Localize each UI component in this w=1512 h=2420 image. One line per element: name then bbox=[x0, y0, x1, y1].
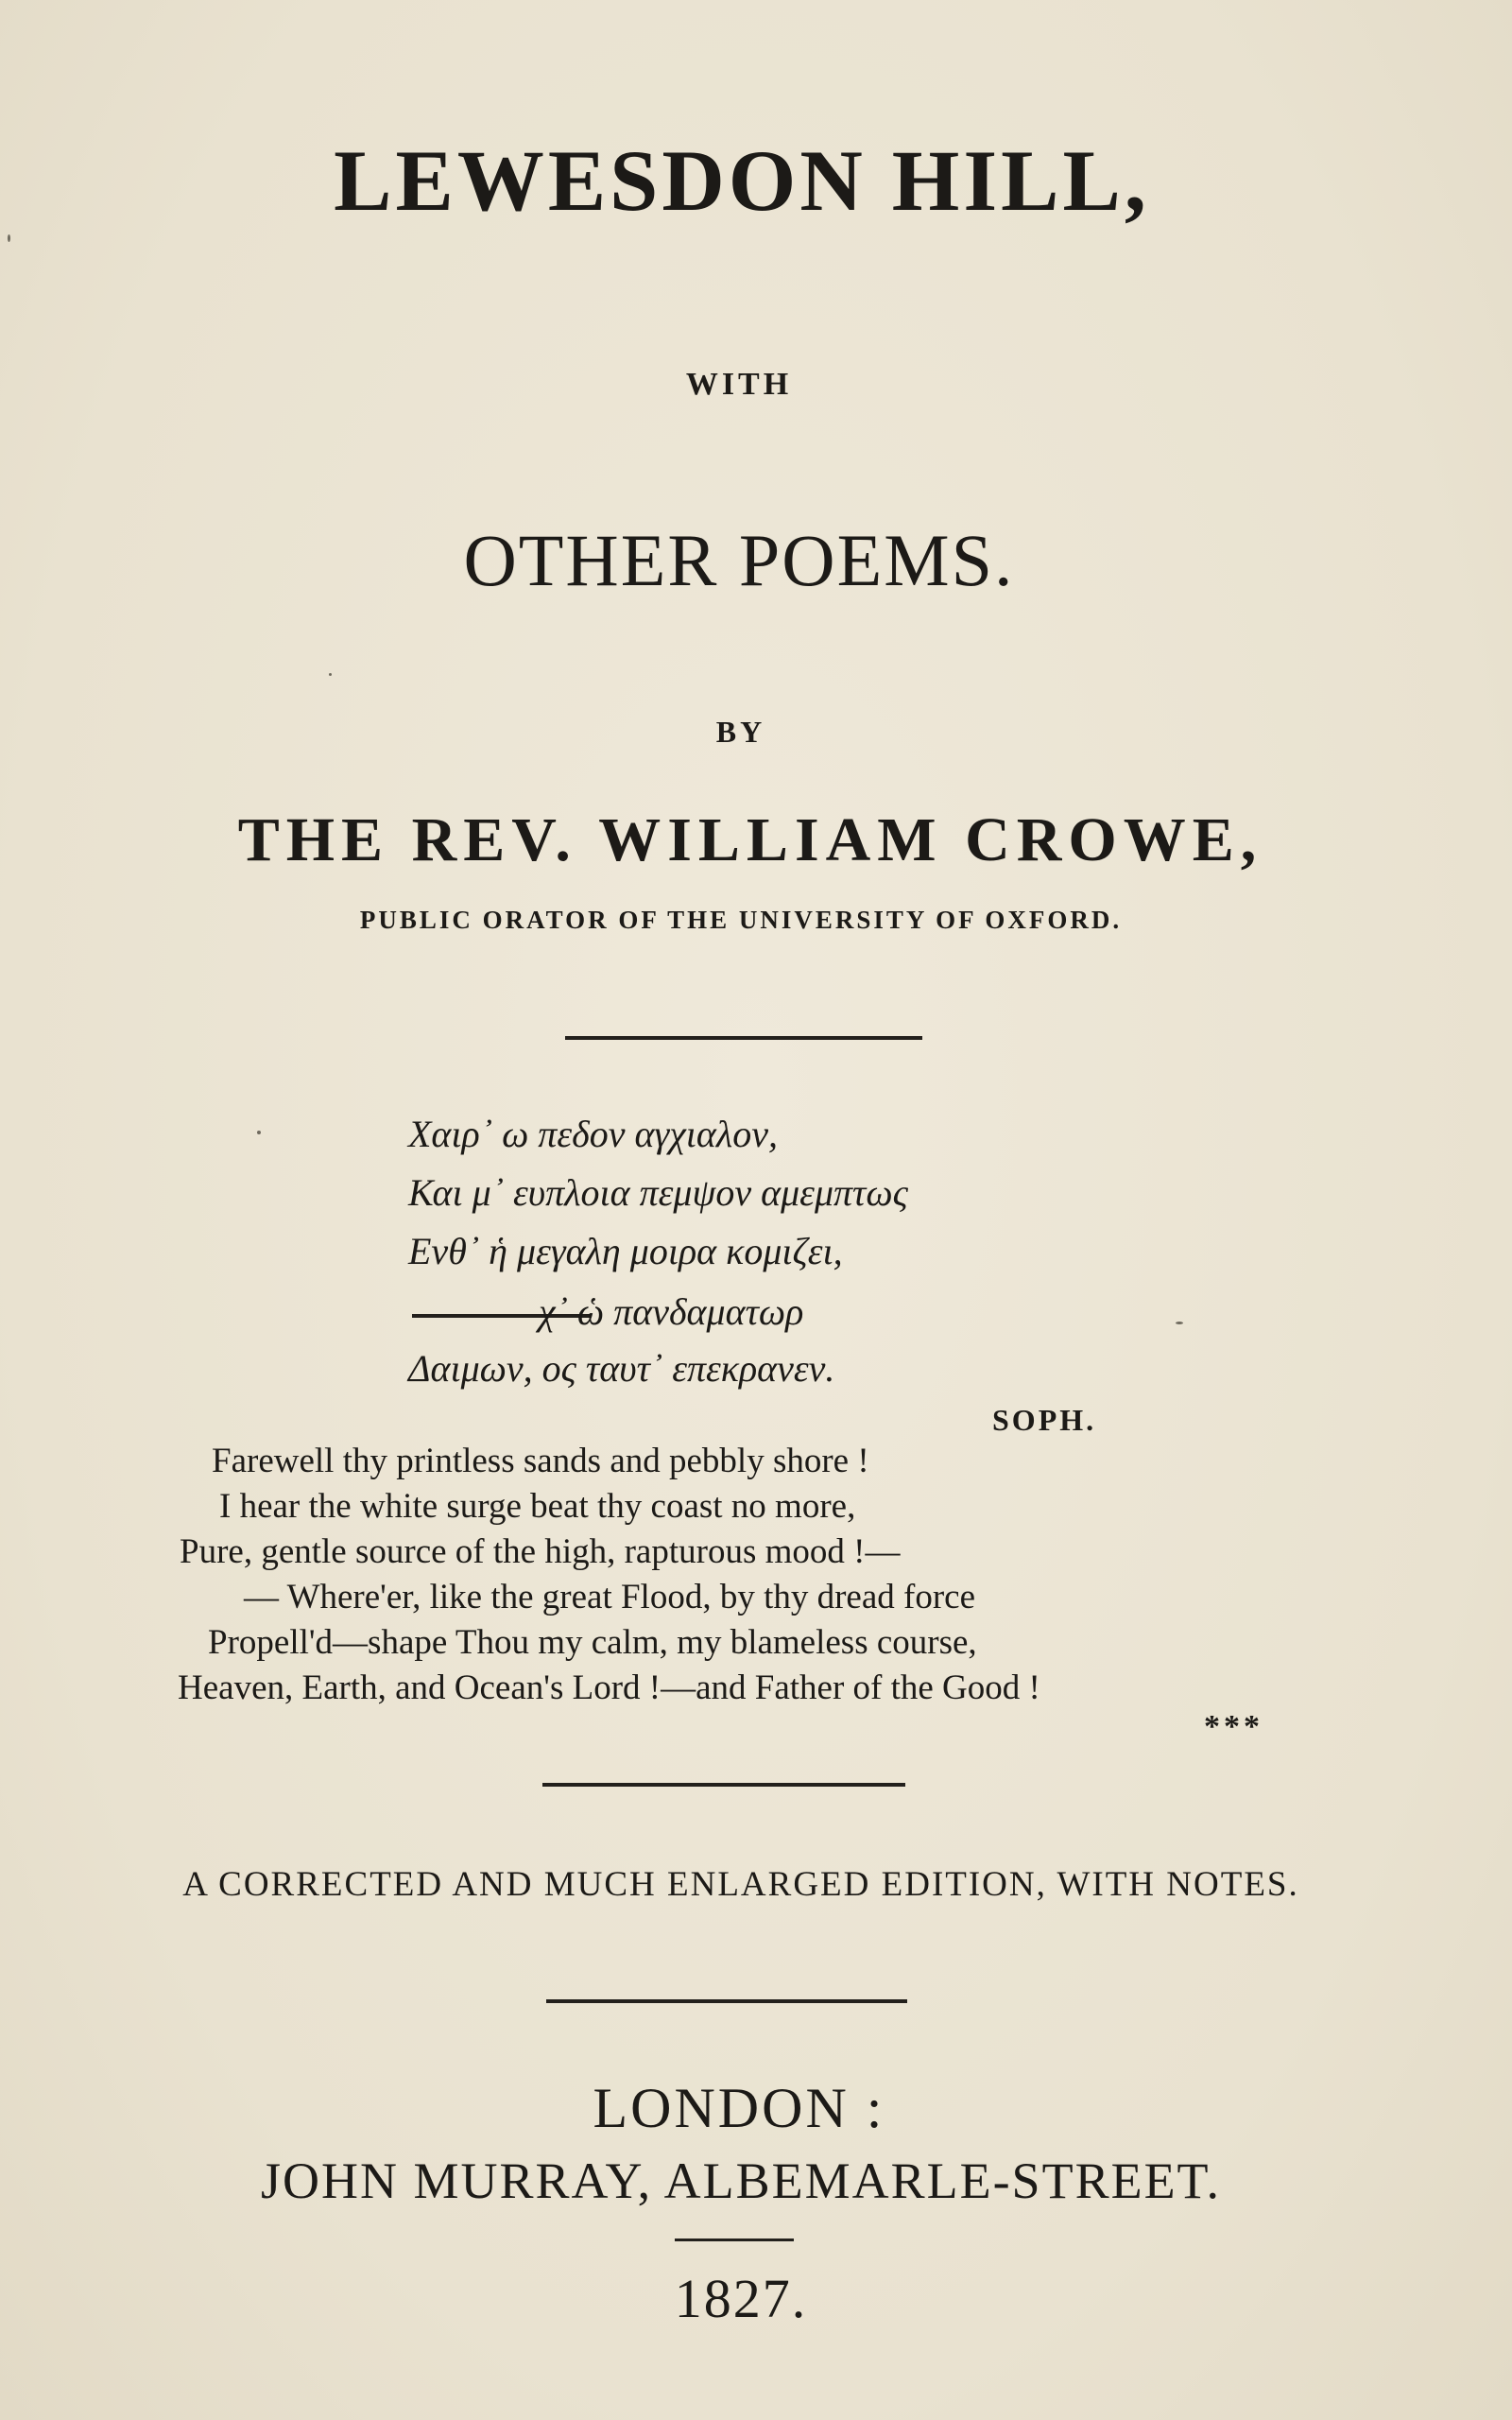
paper-speck bbox=[257, 1131, 261, 1134]
verse-line: I hear the white surge beat thy coast no more, bbox=[219, 1487, 856, 1526]
book-subtitle: OTHER POEMS. bbox=[463, 519, 1015, 601]
epigraph-line: χ᾽ ὡ πανδαματωρ bbox=[539, 1290, 804, 1333]
asterism: *** bbox=[1204, 1709, 1263, 1744]
verse-line: Pure, gentle source of the high, rapturous mood !— bbox=[180, 1532, 901, 1571]
imprint-publisher: JOHN MURRAY, ALBEMARLE-STREET. bbox=[260, 2152, 1222, 2209]
epigraph-line: Δαιμων, ος ταυτ᾽ επεκρανεν. bbox=[408, 1347, 835, 1390]
divider-rule bbox=[546, 1999, 907, 2003]
with-connector: WITH bbox=[685, 367, 793, 402]
epigraph-attribution: SOPH. bbox=[992, 1403, 1097, 1437]
verse-line: Farewell thy printless sands and pebbly shore ! bbox=[212, 1442, 869, 1480]
epigraph-line: Χαιρ᾽ ω πεδον αγχιαλον, bbox=[408, 1113, 778, 1155]
imprint-year: 1827. bbox=[674, 2268, 808, 2329]
epigraph-line: Και μ᾽ ευπλοια πεμψον αμεμπτως bbox=[408, 1171, 908, 1214]
short-rule bbox=[675, 2238, 794, 2241]
divider-rule bbox=[565, 1036, 922, 1040]
author-affiliation: PUBLIC ORATOR OF THE UNIVERSITY OF OXFORD. bbox=[359, 906, 1123, 934]
edition-statement: A CORRECTED AND MUCH ENLARGED EDITION, WITH NOTES. bbox=[182, 1865, 1299, 1904]
epigraph-line: Ενθ᾽ ἡ μεγαλη μοιρα κομιζει, bbox=[408, 1230, 843, 1272]
paper-speck bbox=[8, 234, 10, 242]
paper-speck bbox=[1176, 1322, 1183, 1324]
verse-line: — Where'er, like the great Flood, by thy dread force bbox=[244, 1578, 976, 1616]
divider-rule bbox=[542, 1783, 905, 1787]
author-name: THE REV. WILLIAM CROWE, bbox=[237, 805, 1263, 874]
book-title: LEWESDON HILL, bbox=[334, 132, 1150, 229]
paper-speck bbox=[329, 673, 332, 676]
by-connector: BY bbox=[715, 715, 766, 749]
verse-line: Heaven, Earth, and Ocean's Lord !—and Father of the Good ! bbox=[178, 1668, 1040, 1707]
imprint-city: LONDON : bbox=[593, 2077, 885, 2139]
verse-line: Propell'd—shape Thou my calm, my blameless course, bbox=[208, 1623, 977, 1662]
